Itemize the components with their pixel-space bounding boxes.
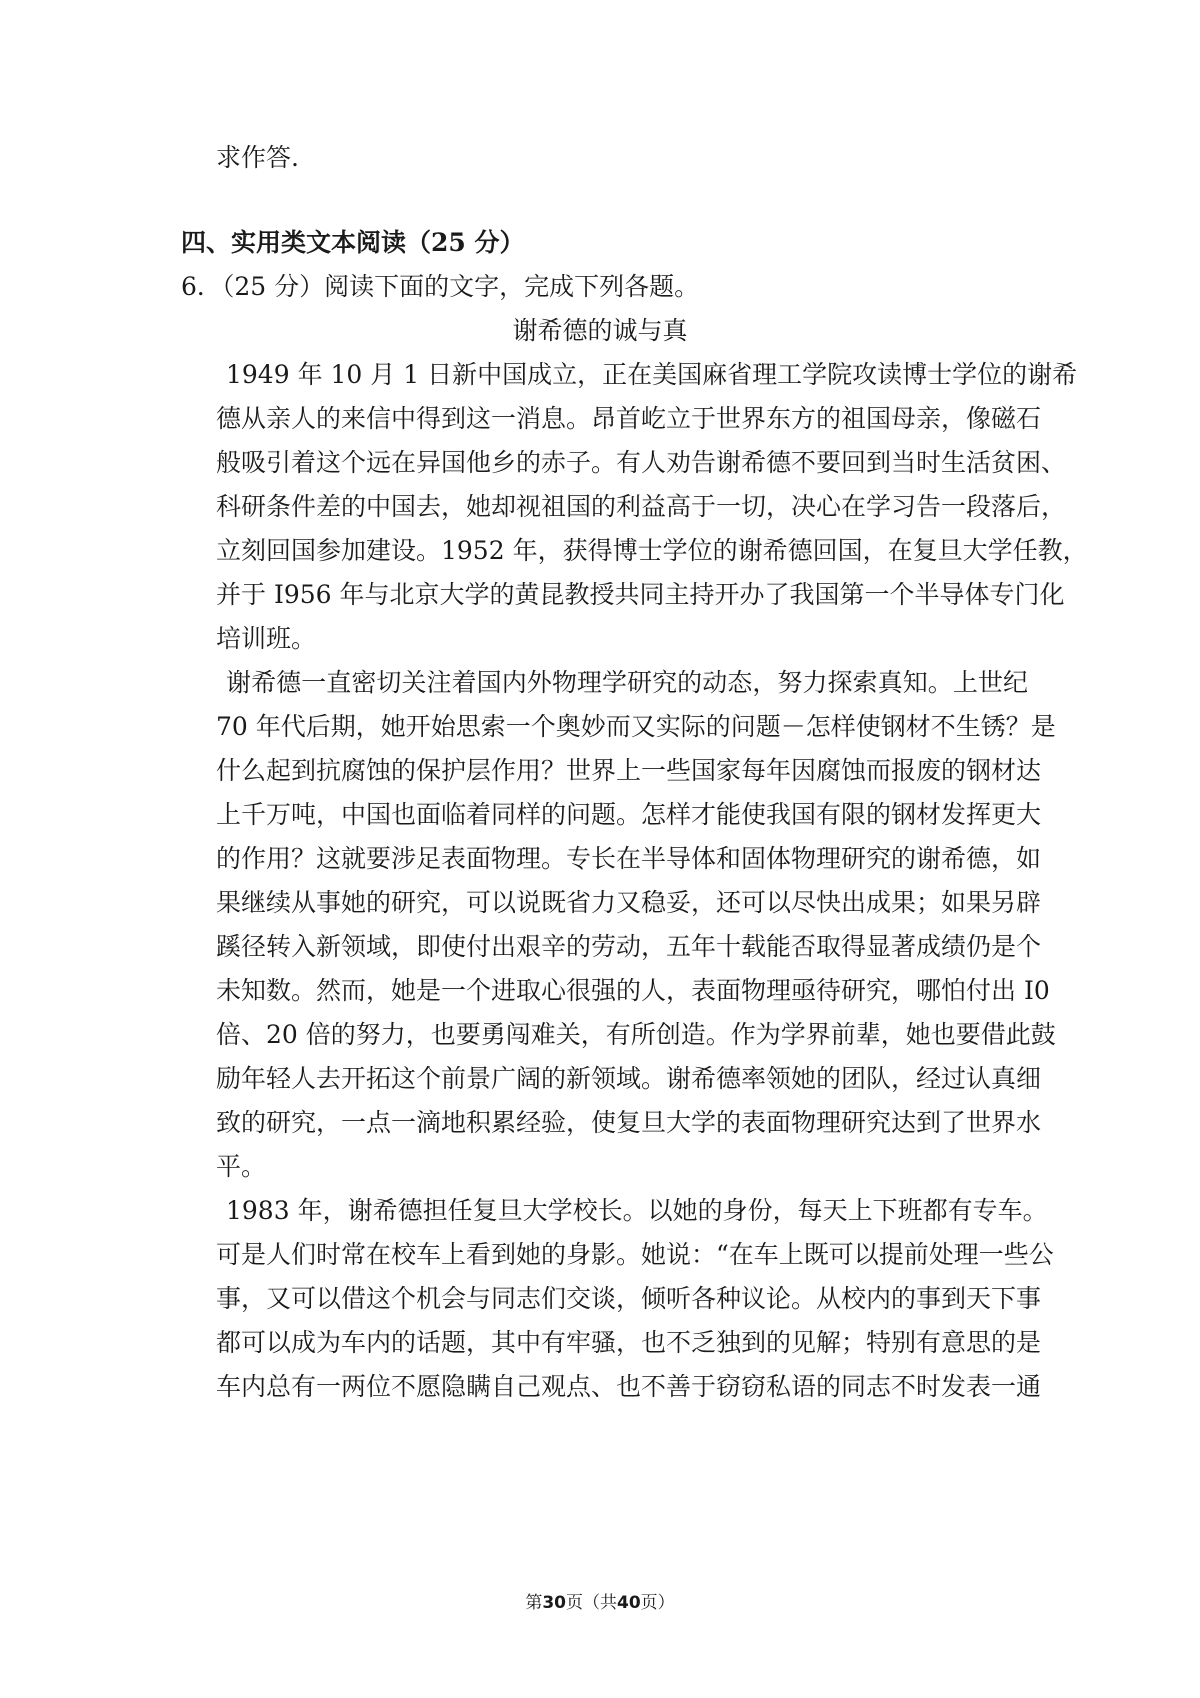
paragraph-line: 什么起到抗腐蚀的保护层作用？世界上一些国家每年因腐蚀而报废的钢材达 <box>216 756 1042 785</box>
footer-page-number: 30 <box>542 1593 566 1613</box>
paragraph-line: 平。 <box>216 1152 267 1181</box>
paragraph-line: 都可以成为车内的话题，其中有牢骚，也不乏独到的见解；特别有意思的是 <box>216 1328 1042 1357</box>
page-footer <box>0 1592 1200 1614</box>
paragraph-line: 70 年代后期，她开始思索一个奥妙而又实际的问题－怎样使钢材不生锈？是 <box>216 712 1056 741</box>
paragraph-line: 谢希德一直密切关注着国内外物理学研究的动态，努力探索真知。上世纪 <box>226 668 1028 697</box>
paragraph-line: 的作用？这就要涉足表面物理。专长在半导体和固体物理研究的谢希德，如 <box>216 844 1042 873</box>
paragraph-line: 科研条件差的中国去，她却视祖国的利益高于一切，决心在学习告一段落后， <box>216 492 1067 521</box>
paragraph-line: 培训班。 <box>216 624 317 653</box>
paragraph-line: 立刻回国参加建设。1952 年，获得博士学位的谢希德回国，在复旦大学任教， <box>216 536 1088 565</box>
paragraph-line: 果继续从事她的研究，可以说既省力又稳妥，还可以尽快出成果；如果另辟 <box>216 888 1042 917</box>
paragraph-line: 1983 年，谢希德担任复旦大学校长。以她的身份，每天上下班都有专车。 <box>226 1196 1048 1225</box>
paragraph-line: 倍、20 倍的努力，也要勇闯难关，有所创造。作为学界前辈，她也要借此鼓 <box>216 1020 1056 1049</box>
previous-section-tail: 求作答. <box>216 143 299 172</box>
paragraph-line: 励年轻人去开拓这个前景广阔的新领域。谢希德率领她的团队，经过认真细 <box>216 1064 1042 1093</box>
paragraph-line: 未知数。然而，她是一个进取心很强的人，表面物理亟待研究，哪怕付出 I0 <box>216 976 1050 1005</box>
paragraph-line: 并于 I956 年与北京大学的黄昆教授共同主持开办了我国第一个半导体专门化 <box>216 580 1065 609</box>
paragraph-line: 德从亲人的来信中得到这一消息。昂首屹立于世界东方的祖国母亲，像磁石 <box>216 404 1042 433</box>
paragraph-line: 致的研究，一点一滴地积累经验，使复旦大学的表面物理研究达到了世界水 <box>216 1108 1042 1137</box>
paragraph-line: 蹊径转入新领域，即使付出艰辛的劳动，五年十载能否取得显著成绩仍是个 <box>216 932 1042 961</box>
article-title: 谢希德的诚与真 <box>512 316 688 345</box>
paragraph-line: 事，又可以借这个机会与同志们交谈，倾听各种议论。从校内的事到天下事 <box>216 1284 1042 1313</box>
section-heading: 四、实用类文本阅读（25 分） <box>181 228 525 257</box>
question-prompt: 6．（25 分）阅读下面的文字，完成下列各题。 <box>181 272 700 301</box>
paragraph-line: 可是人们时常在校车上看到她的身影。她说：“在车上既可以提前处理一些公 <box>216 1240 1054 1269</box>
paragraph-line: 上千万吨，中国也面临着同样的问题。怎样才能使我国有限的钢材发挥更大 <box>216 800 1042 829</box>
footer-prefix: 第 <box>525 1593 543 1613</box>
footer-suffix: 页） <box>640 1593 675 1613</box>
paragraph-line: 般吸引着这个远在异国他乡的赤子。有人劝告谢希德不要回到当时生活贫困、 <box>216 448 1067 477</box>
footer-middle: 页（共 <box>566 1593 617 1613</box>
paragraph-line: 车内总有一两位不愿隐瞒自己观点、也不善于窃窃私语的同志不时发表一通 <box>216 1372 1042 1401</box>
footer-total-pages: 40 <box>617 1593 641 1613</box>
paragraph-line: 1949 年 10 月 1 日新中国成立，正在美国麻省理工学院攻读博士学位的谢希 <box>226 360 1078 389</box>
